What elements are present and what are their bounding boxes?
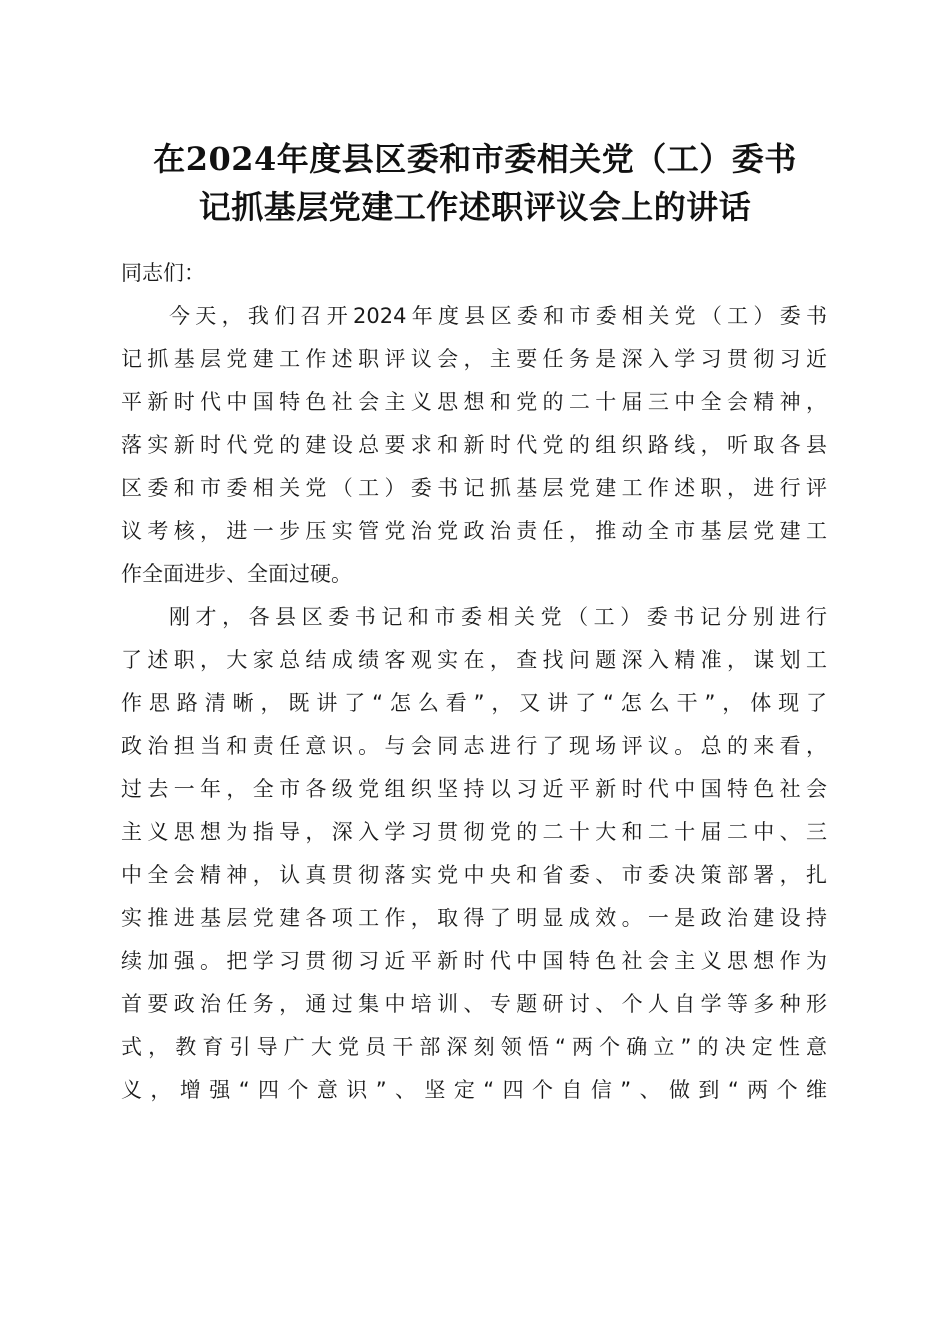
body-line: 记抓基层党建工作述职评议会，主要任务是深入学习贯彻习近 <box>121 347 827 371</box>
body-line: 作全面进步、全面过硬。 <box>121 562 352 586</box>
body-line: 首要政治任务，通过集中培训、专题研讨、个人自学等多种形 <box>121 992 827 1016</box>
body-line: 过去一年，全市各级党组织坚持以习近平新时代中国特色社会 <box>121 777 827 801</box>
body-line: 今天，我们召开2024年度县区委和市委相关党（工）委书 <box>169 304 827 328</box>
body-line: 了述职，大家总结成绩客观实在，查找问题深入精准，谋划工 <box>121 648 827 672</box>
body-line: 平新时代中国特色社会主义思想和党的二十届三中全会精神， <box>121 390 827 414</box>
body-line: 落实新时代党的建设总要求和新时代党的组织路线，听取各县 <box>121 433 827 457</box>
body-line: 主义思想为指导，深入学习贯彻党的二十大和二十届二中、三 <box>121 820 827 844</box>
title-line-1: 在2024年度县区委和市委相关党（工）委书 <box>153 140 797 178</box>
body-line: 刚才，各县区委书记和市委相关党（工）委书记分别进行 <box>169 605 827 629</box>
body-line: 中全会精神，认真贯彻落实党中央和省委、市委决策部署，扎 <box>121 863 827 887</box>
body-line: 作思路清晰，既讲了“怎么看”，又讲了“怎么干”，体现了 <box>121 691 827 715</box>
greeting: 同志们： <box>121 261 205 285</box>
body-line: 实推进基层党建各项工作，取得了明显成效。一是政治建设持 <box>121 906 827 930</box>
body-line: 续加强。把学习贯彻习近平新时代中国特色社会主义思想作为 <box>121 949 827 973</box>
body-line: 式，教育引导广大党员干部深刻领悟“两个确立”的决定性意 <box>121 1035 827 1059</box>
document-title <box>100 135 850 231</box>
body-line: 政治担当和责任意识。与会同志进行了现场评议。总的来看， <box>121 734 827 758</box>
title-line-2: 记抓基层党建工作述职评议会上的讲话 <box>198 188 752 226</box>
body-line: 义，增强“四个意识”、坚定“四个自信”、做到“两个维 <box>121 1078 827 1102</box>
document-body <box>121 252 827 1112</box>
body-line: 区委和市委相关党（工）委书记抓基层党建工作述职，进行评 <box>121 476 827 500</box>
body-line: 议考核，进一步压实管党治党政治责任，推动全市基层党建工 <box>121 519 827 543</box>
